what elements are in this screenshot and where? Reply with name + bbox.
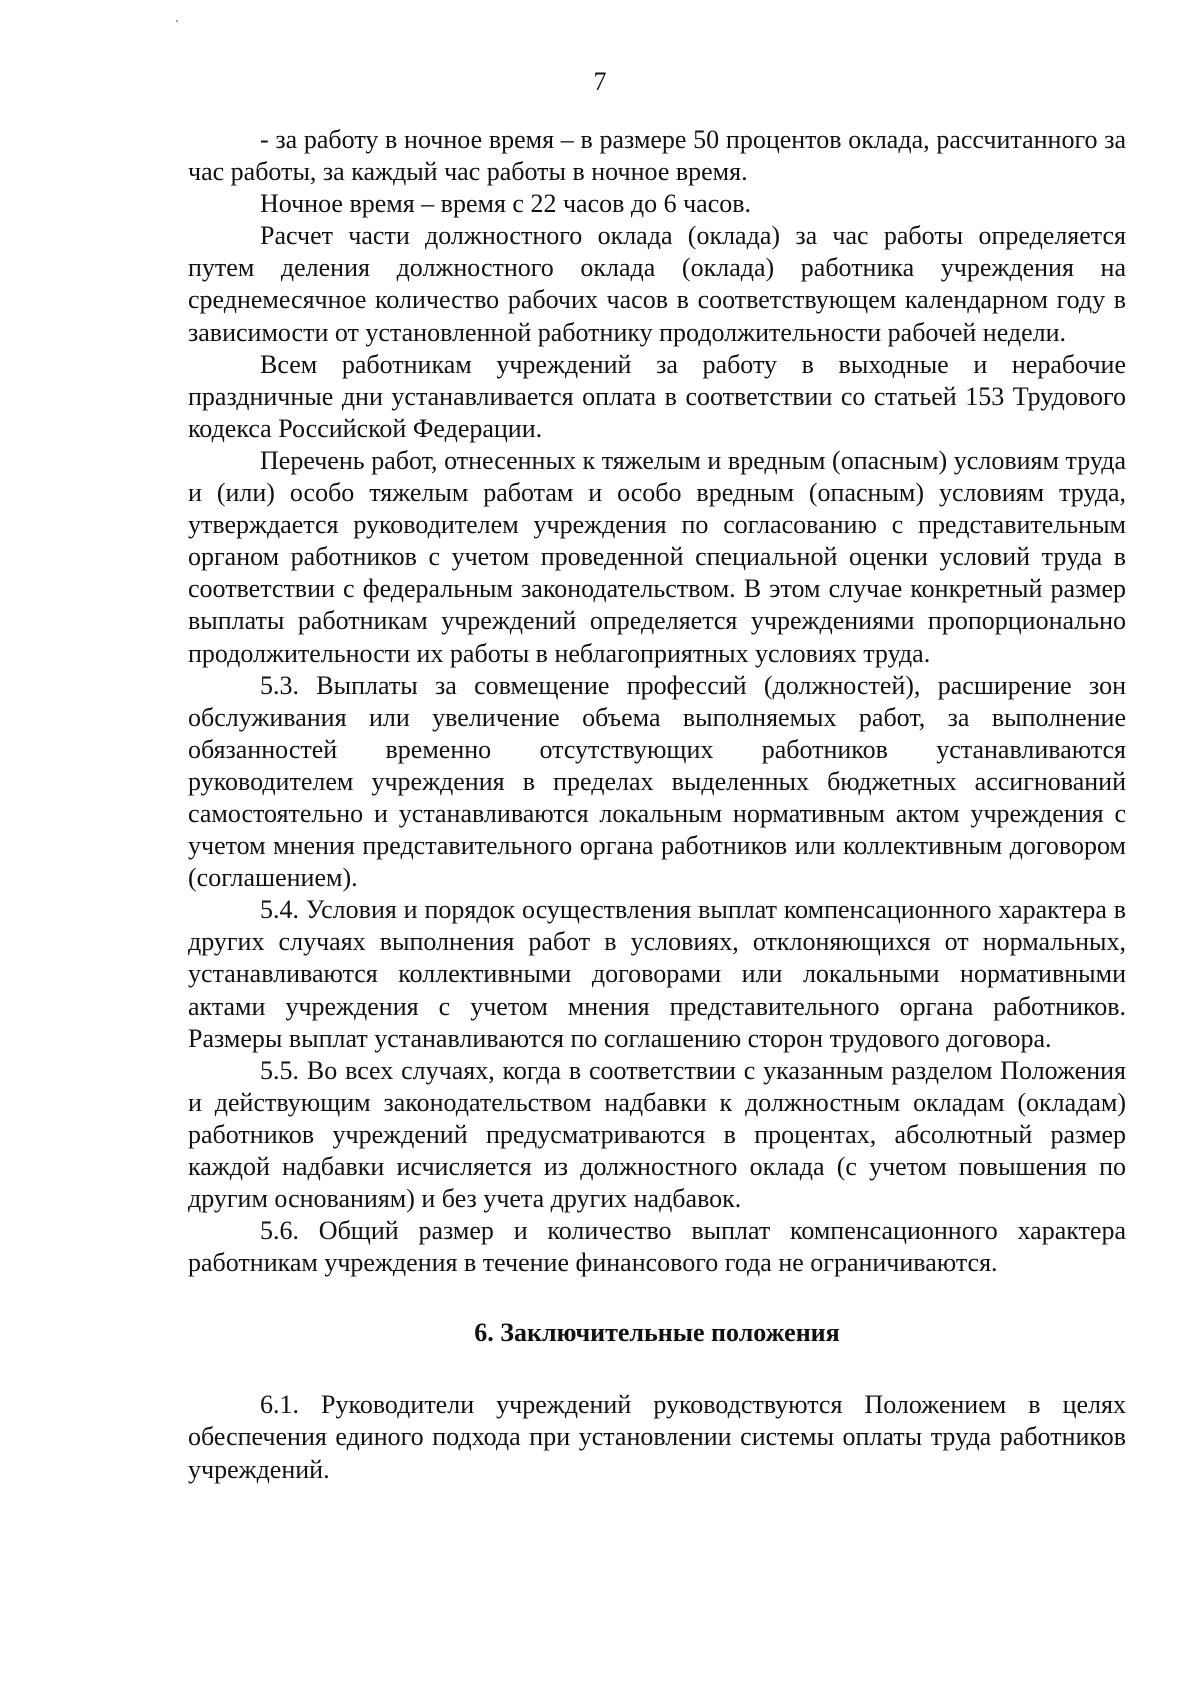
paragraph-hazardous-work-list: Перечень работ, отнесенных к тяжелым и вредным (опасным) условиям труда и (или) особо тяжелым работам и особо вредным (опасным) условиям труда, утверждается руководителем учреждения по согласованию с представительным органом работников с учетом проведенной специальной оценки условий труда в соответствии с федеральным законодательством. В этом случае конкретный размер выплаты работникам учреждений определяется учреждениями пропорционально продолжительности их работы в неблагоприятных условиях труда. bbox=[188, 445, 1126, 668]
section-heading-final-provisions: 6. Заключительные положения bbox=[474, 1318, 840, 1348]
paragraph-5-6: 5.6. Общий размер и количество выплат компенсационного характера работникам учреждения в течение финансового года не ограничиваются. bbox=[188, 1216, 1126, 1278]
paragraph-5-5: 5.5. Во всех случаях, когда в соответствии с указанным разделом Положения и действующим законодательством надбавки к должностным окладам (окладам) работников учреждений предусматриваются в процентах, абсолютный размер каждой надбавки исчисляется из должностного оклада (с учетом повышения по другим основаниям) и без учета других надбавок. bbox=[188, 1055, 1126, 1214]
document-body bbox=[188, 124, 1126, 1486]
paragraph-hourly-calculation: Расчет части должностного оклада (оклада) за час работы определяется путем деления должностного оклада (оклада) работника учреждения на среднемесячное количество рабочих часов в соответствующем календарном году в зависимости от установленной работнику продолжительности рабочей недели. bbox=[188, 221, 1126, 347]
scan-speck bbox=[176, 20, 178, 22]
paragraph-night-work: - за работу в ночное время – в размере 50 процентов оклада, рассчитанного за час работы, за каждый час работы в ночное время. bbox=[188, 125, 1126, 187]
paragraph-night-time: Ночное время – время с 22 часов до 6 часов. bbox=[260, 189, 752, 219]
paragraph-6-1: 6.1. Руководители учреждений руководствуются Положением в целях обеспечения единого подхода при установлении системы оплаты труда работников учреждений. bbox=[188, 1390, 1126, 1484]
paragraph-5-3: 5.3. Выплаты за совмещение профессий (должностей), расширение зон обслуживания или увеличение объема выполняемых работ, за выполнение обязанностей временно отсутствующих работников устанавливаются руководителем учреждения в пределах выделенных бюджетных ассигнований самостоятельно и устанавливаются локальным нормативным актом учреждения с учетом мнения представительного органа работников или коллективным договором (соглашением). bbox=[188, 670, 1126, 893]
paragraph-5-4: 5.4. Условия и порядок осуществления выплат компенсационного характера в других случаях выполнения работ в условиях, отклоняющихся от нормальных, устанавливаются коллективными договорами или локальными нормативными актами учреждения с учетом мнения представительного органа работников. Размеры выплат устанавливаются по соглашению сторон трудового договора. bbox=[188, 895, 1126, 1053]
page-number: 7 bbox=[593, 67, 607, 96]
paragraph-holiday-pay: Всем работникам учреждений за работу в выходные и нерабочие праздничные дни устанавливается оплата в соответствии со статьей 153 Трудового кодекса Российской Федерации. bbox=[188, 349, 1126, 443]
